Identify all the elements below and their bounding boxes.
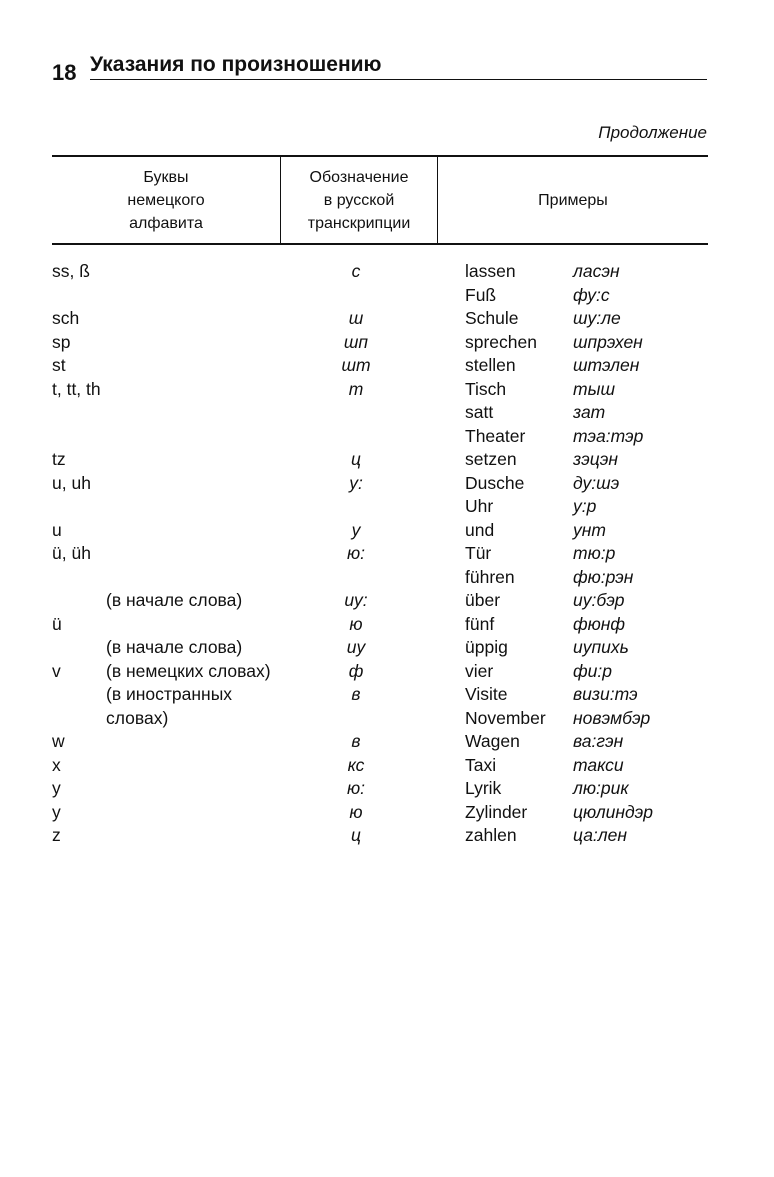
table-row [0, 401, 774, 425]
pronunciation-cell: фю:рэн [573, 566, 634, 587]
transcription-cell: ю [349, 801, 363, 822]
column-header-examples [438, 157, 708, 243]
table-row [0, 683, 774, 707]
letter-cell: t, tt, th [52, 378, 101, 399]
word-cell: Fuß [465, 284, 497, 305]
word-cell: Dusche [465, 472, 525, 493]
letter-cell: x [52, 754, 61, 775]
pronunciation-cell: новэмбэр [573, 707, 651, 728]
word-cell: November [465, 707, 546, 728]
transcription-cell: т [348, 378, 364, 399]
letter-cell: ü, üh [52, 543, 91, 563]
table-row [0, 636, 774, 660]
word-cell: Schule [465, 308, 519, 328]
word-cell: Wagen [465, 731, 520, 751]
pronunciation-cell: ца:лен [573, 825, 628, 845]
transcription-cell: у [351, 519, 361, 540]
word-cell: stellen [465, 355, 516, 375]
pronunciation-cell: такси [573, 754, 624, 775]
page-number: 18 [52, 60, 77, 85]
table-header [52, 155, 708, 245]
letter-cell: tz [52, 449, 66, 469]
table-row [0, 824, 774, 848]
table-row [0, 354, 774, 378]
transcription-cell: ю [349, 613, 363, 634]
note-cell: (в немецких словах) [106, 660, 271, 681]
letter-cell: w [52, 731, 65, 751]
table-row [0, 613, 774, 637]
pronunciation-cell: шу:ле [573, 308, 621, 328]
letter-cell: y [52, 801, 61, 822]
pronunciation-cell: унт [573, 519, 606, 540]
column-header-letters [52, 157, 280, 243]
table-row [0, 284, 774, 308]
table-row [0, 542, 774, 566]
pronunciation-cell: иу:бэр [573, 590, 625, 610]
table-row [0, 754, 774, 778]
letter-cell: ss, ß [52, 261, 90, 281]
column-header-transcription-text: Обозначение в русской транскрипции [307, 168, 411, 232]
pronunciation-cell: визи:тэ [573, 684, 638, 704]
table-row [0, 589, 774, 613]
word-cell: Visite [465, 684, 508, 704]
page-title: Указания по произношению [90, 53, 382, 76]
transcription-cell: с [351, 261, 361, 281]
note-cell: (в начале слова) [106, 590, 243, 610]
transcription-cell: в [351, 684, 361, 704]
word-cell: und [465, 519, 495, 540]
pronunciation-cell: шпрэхен [573, 331, 643, 352]
pronunciation-cell: зат [573, 402, 606, 422]
table-row [0, 777, 774, 801]
note-cell: словах) [106, 707, 169, 728]
continuation-label: Продолжение [598, 123, 707, 142]
transcription-cell: ц [350, 825, 361, 845]
table-row [0, 472, 774, 496]
word-cell: führen [465, 566, 515, 587]
transcription-cell: ю: [346, 778, 366, 798]
letter-cell: sp [52, 331, 71, 352]
table-row [0, 448, 774, 472]
table-row [0, 331, 774, 355]
letter-cell: ü [52, 613, 62, 634]
table-row [0, 566, 774, 590]
table-row [0, 495, 774, 519]
pronunciation-cell: фи:р [573, 660, 612, 681]
table-body [0, 260, 774, 848]
transcription-cell: ш [348, 308, 364, 328]
word-cell: Tisch [465, 378, 507, 399]
letter-cell: v [52, 660, 61, 681]
letter-cell: sch [52, 308, 80, 328]
word-cell: satt [465, 402, 494, 422]
table-row [0, 730, 774, 754]
transcription-cell: ц [350, 449, 361, 469]
table-row [0, 660, 774, 684]
pronunciation-cell: штэлен [573, 355, 640, 375]
word-cell: Theater [465, 425, 526, 446]
word-cell: über [465, 590, 501, 610]
table-row [0, 378, 774, 402]
letter-cell: st [52, 355, 66, 375]
transcription-cell: иу [346, 637, 366, 657]
word-cell: Uhr [465, 496, 494, 516]
transcription-cell: в [351, 731, 361, 751]
table-row [0, 307, 774, 331]
word-cell: sprechen [465, 331, 537, 352]
note-cell: (в иностранных [106, 684, 233, 704]
table-row [0, 801, 774, 825]
word-cell: Taxi [465, 754, 497, 775]
table-row [0, 707, 774, 731]
header-rule [90, 79, 707, 80]
pronunciation-cell: тэа:тэр [573, 425, 644, 446]
transcription-cell: кс [347, 754, 365, 775]
word-cell: vier [465, 660, 494, 681]
pronunciation-cell: зэцэн [573, 449, 618, 469]
transcription-cell: шт [341, 355, 371, 375]
word-cell: lassen [465, 261, 516, 281]
column-header-letters-text: Буквы немецкого алфавита [127, 168, 205, 232]
table-row [0, 425, 774, 449]
pronunciation-cell: ва:гэн [573, 731, 624, 751]
table-row [0, 519, 774, 543]
pronunciation-cell: тю:р [573, 543, 616, 563]
transcription-cell: шп [343, 331, 369, 352]
letter-cell: z [52, 825, 61, 845]
pronunciation-cell: фюнф [573, 613, 626, 634]
transcription-cell: у: [349, 472, 363, 493]
pronunciation-cell: у:р [573, 496, 597, 516]
pronunciation-cell: иупихь [573, 637, 629, 657]
note-cell: (в начале слова) [106, 637, 243, 657]
word-cell: Tür [465, 543, 492, 563]
pronunciation-cell: цюлиндэр [573, 801, 654, 822]
pronunciation-cell: лю:рик [573, 778, 629, 798]
letter-cell: u [52, 519, 62, 540]
column-header-examples-text: Примеры [538, 191, 608, 209]
word-cell: Zylinder [465, 801, 528, 822]
column-header-transcription [280, 157, 438, 243]
transcription-cell: ю: [346, 543, 366, 563]
pronunciation-cell: ду:шэ [573, 472, 620, 493]
word-cell: zahlen [465, 825, 517, 845]
page-header [52, 48, 707, 88]
word-cell: setzen [465, 449, 517, 469]
table-row [0, 260, 774, 284]
pronunciation-cell: фу:с [573, 284, 610, 305]
word-cell: üppig [465, 637, 508, 657]
pronunciation-cell: тыш [573, 378, 615, 399]
word-cell: Lyrik [465, 778, 502, 798]
transcription-cell: ф [348, 660, 364, 681]
letter-cell: u, uh [52, 472, 91, 493]
pronunciation-cell: ласэн [573, 261, 620, 281]
transcription-cell: иу: [344, 590, 368, 610]
letter-cell: y [52, 778, 61, 798]
word-cell: fünf [465, 613, 495, 634]
